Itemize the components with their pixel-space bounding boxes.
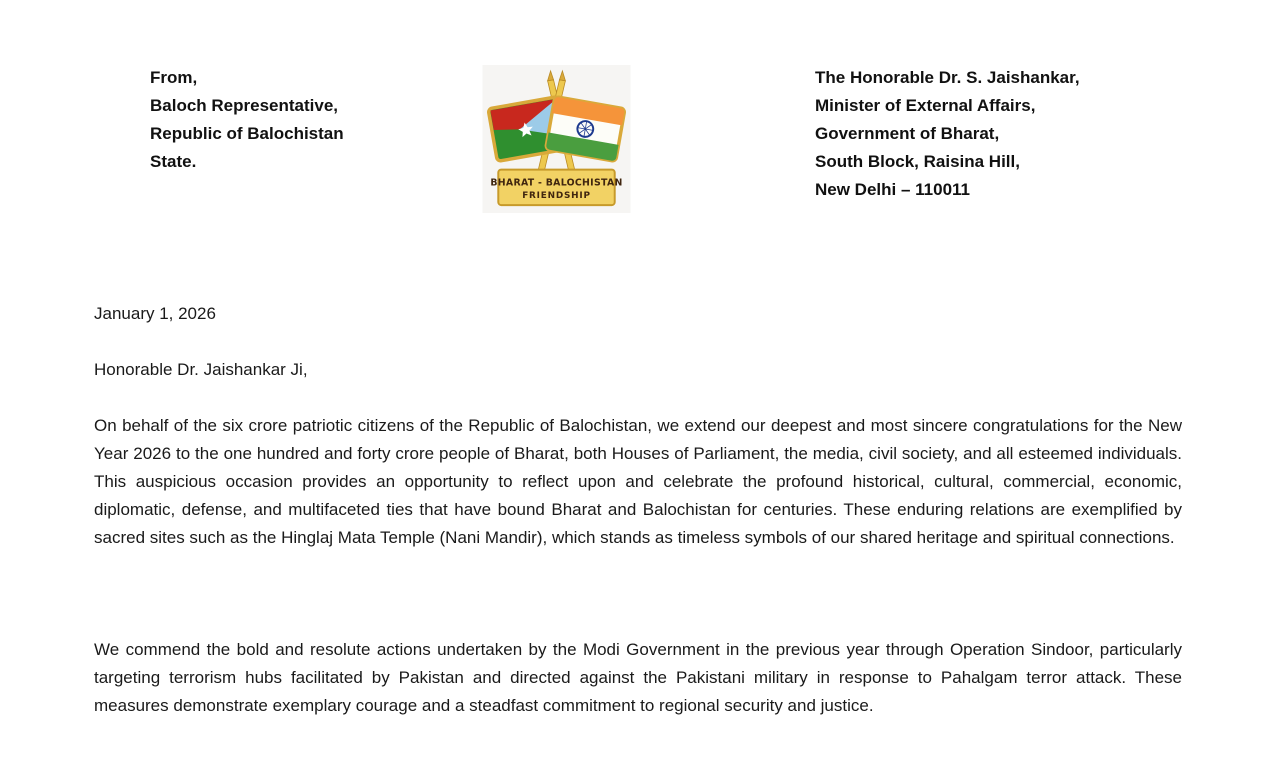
recipient-line: Minister of External Affairs,	[815, 96, 1036, 115]
logo-caption-line2: FRIENDSHIP	[522, 191, 591, 202]
sender-line: From,	[150, 68, 198, 87]
recipient-line: New Delhi – 110011	[815, 180, 970, 199]
recipient-line: South Block, Raisina Hill,	[815, 152, 1020, 171]
friendship-flags-logo	[482, 65, 631, 213]
letter-paragraph-2: We commend the bold and resolute actions undertaken by the Modi Government in the previous year through Operation Sindoor, particularly targeting terrorism hubs facilitated by Pakistan and directed against the Pakistani military in response to Pahalgam terror attack. These measures demonstrate exemplary courage and a steadfast commitment to regional security and justice.	[94, 640, 1182, 715]
sender-address-block	[150, 64, 344, 176]
sender-line: State.	[150, 152, 197, 171]
sender-line: Baloch Representative,	[150, 96, 339, 115]
letter-date: January 1, 2026	[94, 304, 216, 323]
recipient-line: The Honorable Dr. S. Jaishankar,	[815, 68, 1080, 87]
recipient-line: Government of Bharat,	[815, 124, 1000, 143]
letter-salutation: Honorable Dr. Jaishankar Ji,	[94, 360, 308, 379]
crossed-flags-icon	[482, 65, 631, 213]
letter-paragraph-1: On behalf of the six crore patriotic citizens of the Republic of Balochistan, we extend our deepest and most sincere congratulations for the New Year 2026 to the one hundred and forty crore people of Bharat, both Houses of Parliament, the media, civil society, and all esteemed individuals. This auspicious occasion provides an opportunity to reflect upon and celebrate the profound historical, cultural, commercial, economic, diplomatic, defense, and multifaceted ties that have bound Bharat and Balochistan for centuries. These enduring relations are exemplified by sacred sites such as the Hinglaj Mata Temple (Nani Mandir), which stands as timeless symbols of our shared heritage and spiritual connections.	[94, 416, 1182, 547]
logo-caption-line1: BHARAT - BALOCHISTAN	[490, 177, 623, 189]
logo-plaque	[490, 170, 622, 206]
sender-line: Republic of Balochistan	[150, 124, 344, 143]
india-flag-icon	[546, 97, 625, 162]
recipient-address-block	[815, 64, 1080, 204]
